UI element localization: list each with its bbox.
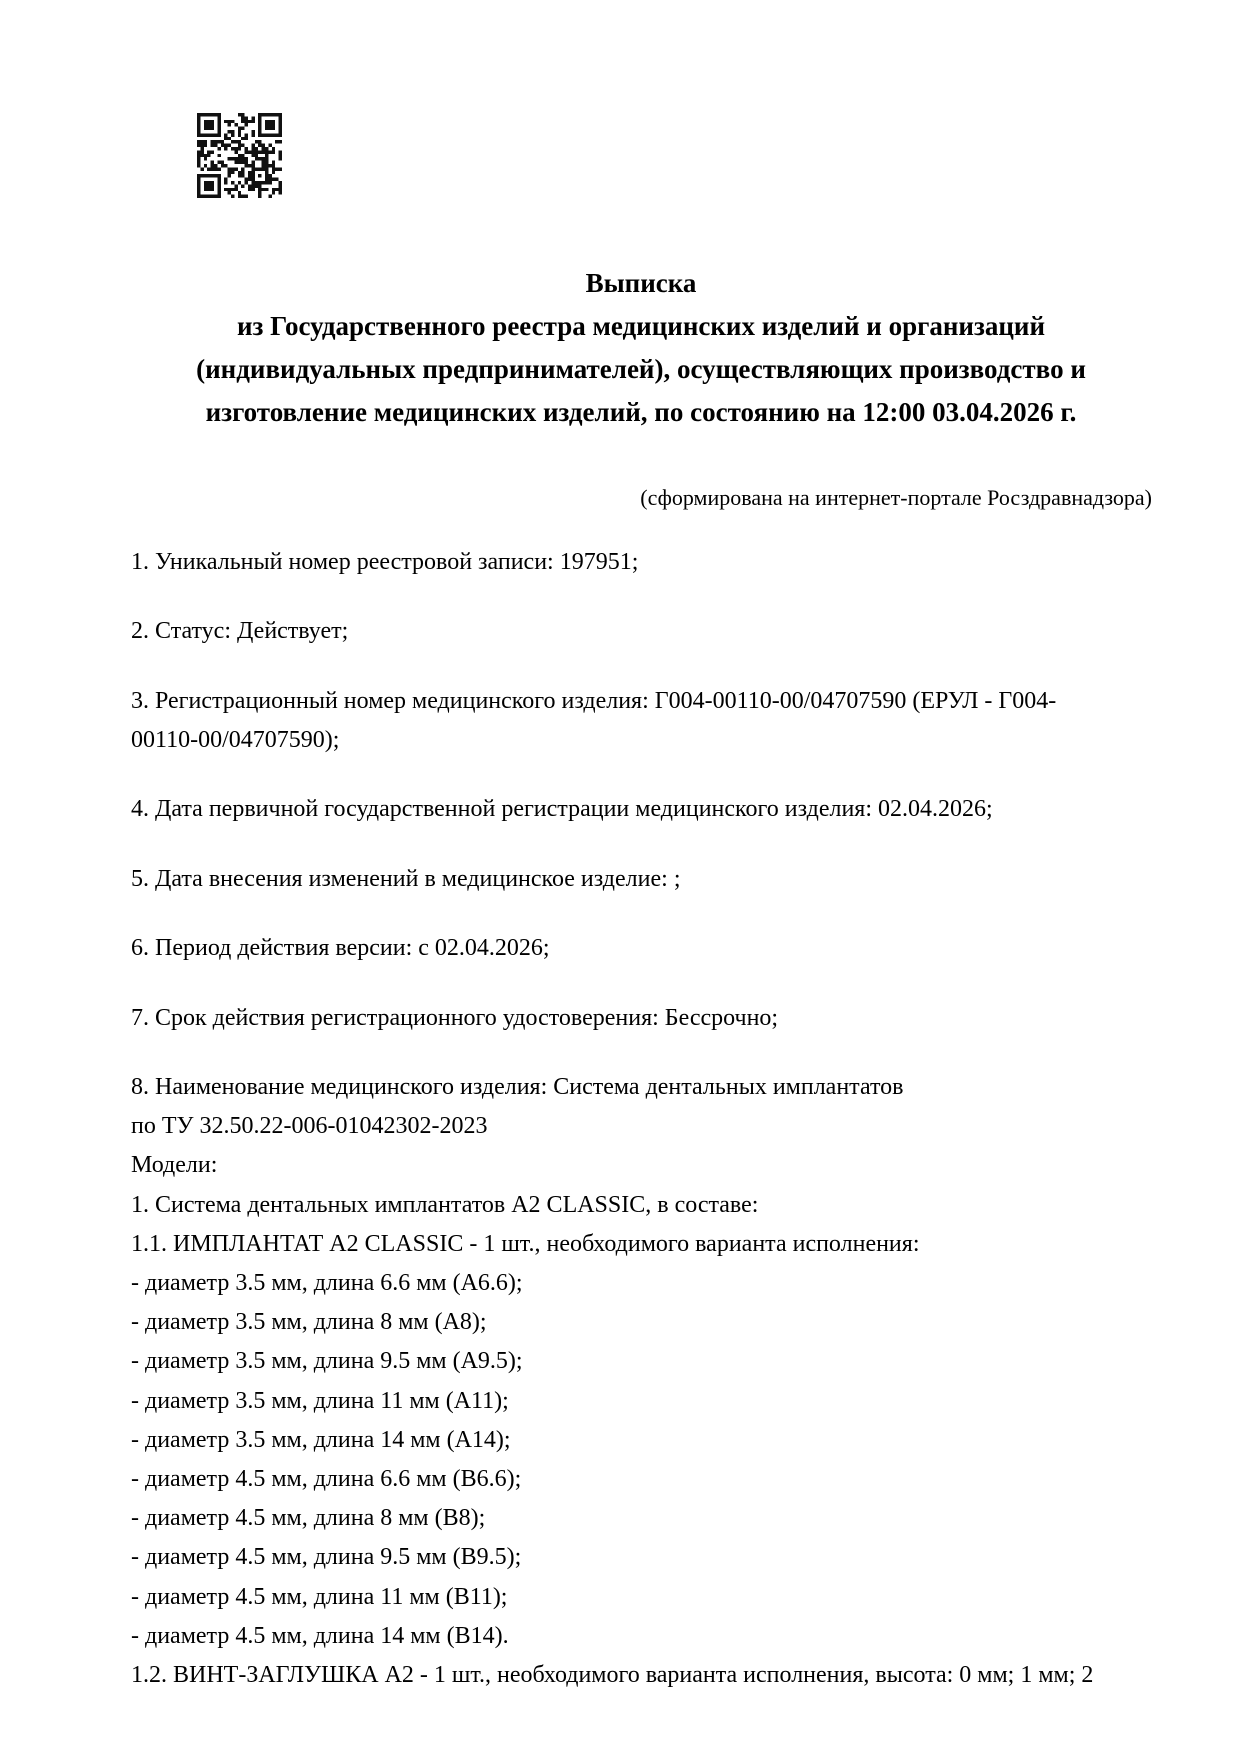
- amendment-date: [131, 860, 1191, 899]
- version-validity-period: [131, 929, 1191, 968]
- paragraph-line: 6. Период действия версии: с 02.04.2026;: [131, 935, 550, 962]
- title-line: из Государственного реестра медицинских изделий и организаций: [236, 311, 1046, 341]
- paragraph-line: 7. Срок действия регистрационного удостоверения: Бессрочно;: [131, 1004, 779, 1031]
- certificate-validity: [131, 999, 1191, 1038]
- title-line: Выписка: [585, 268, 697, 298]
- registry-entry-number: [131, 543, 1191, 582]
- paragraph-line: 1. Уникальный номер реестровой записи: 197951;: [131, 549, 639, 575]
- model-variant-line: - диаметр 4.5 мм, длина 11 мм (В11);: [131, 1583, 508, 1610]
- model-variant-line: - диаметр 3.5 мм, длина 11 мм (А11);: [131, 1387, 509, 1414]
- formation-note: (сформирована на интернет-портале Росздравнадзора): [640, 485, 1152, 510]
- model-variant-line: - диаметр 3.5 мм, длина 8 мм (А8);: [131, 1309, 487, 1336]
- paragraph-line: 3. Регистрационный номер медицинского изделия: Г004-00110-00/04707590 (ЕРУЛ - Г004-: [131, 687, 1057, 714]
- document-body: [131, 543, 1191, 1695]
- title-line: изготовление медицинских изделий, по состоянию на 12:00 03.04.2026 г.: [205, 397, 1077, 427]
- paragraph-line: по ТУ 32.50.22-006-01042302-2023: [131, 1113, 488, 1140]
- model-variant-line: - диаметр 4.5 мм, длина 8 мм (В8);: [131, 1505, 486, 1532]
- model-variant-line: - диаметр 4.5 мм, длина 6.6 мм (В6.6);: [131, 1465, 522, 1492]
- device-name-and-models: [131, 1068, 1191, 1695]
- status: [131, 612, 1191, 651]
- model-variant-line: - диаметр 3.5 мм, длина 6.6 мм (А6.6);: [131, 1269, 523, 1296]
- paragraph-line: 1.1. ИМПЛАНТАТ А2 CLASSIC - 1 шт., необходимого варианта исполнения:: [131, 1230, 920, 1257]
- model-variant-line: - диаметр 3.5 мм, длина 14 мм (А14);: [131, 1426, 511, 1453]
- first-registration-date: [131, 790, 1191, 829]
- paragraph-line: 1. Система дентальных имплантатов А2 CLASSIC, в составе:: [131, 1191, 759, 1218]
- model-variant-line: - диаметр 3.5 мм, длина 9.5 мм (А9.5);: [131, 1348, 523, 1375]
- paragraph-line: 1.2. ВИНТ-ЗАГЛУШКА А2 - 1 шт., необходимого варианта исполнения, высота: 0 мм; 1 мм; 2: [131, 1661, 1094, 1688]
- model-variant-line: - диаметр 4.5 мм, длина 9.5 мм (В9.5);: [131, 1544, 522, 1571]
- qr-code-icon: [197, 113, 282, 198]
- paragraph-line: 8. Наименование медицинского изделия: Система дентальных имплантатов: [131, 1073, 904, 1100]
- paragraph-line: 00110-00/04707590);: [131, 726, 340, 753]
- paragraph-line: 2. Статус: Действует;: [131, 618, 349, 645]
- title-line: (индивидуальных предпринимателей), осуществляющих производство и: [196, 354, 1086, 384]
- document-title: [130, 262, 1152, 434]
- paragraph-line: Модели:: [131, 1152, 218, 1179]
- paragraph-line: 4. Дата первичной государственной регистрации медицинского изделия: 02.04.2026;: [131, 796, 993, 823]
- paragraph-line: 5. Дата внесения изменений в медицинское изделие: ;: [131, 865, 681, 892]
- registration-number: [131, 682, 1191, 760]
- model-variant-line: - диаметр 4.5 мм, длина 14 мм (В14).: [131, 1622, 509, 1649]
